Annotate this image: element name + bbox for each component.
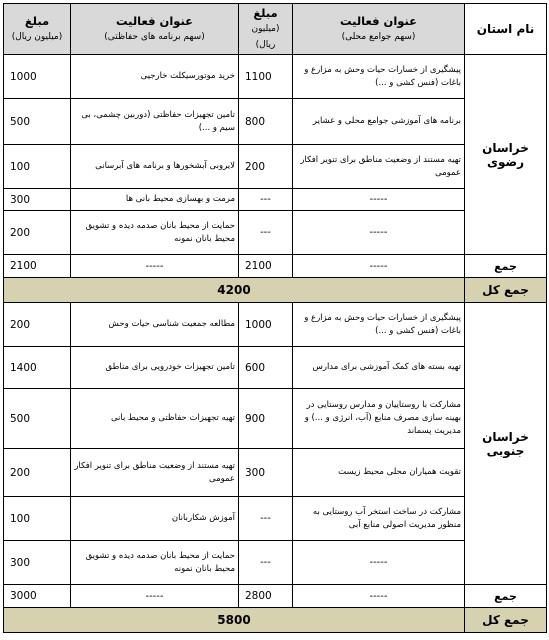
protect-amount-cell: 200 (4, 303, 71, 347)
header-amount-local-sub: (میلیون ریال) (251, 24, 280, 50)
budget-table-sheet (3, 3, 546, 637)
header-activity-protect (71, 4, 239, 55)
sum-protect-activity: ----- (71, 585, 239, 608)
local-amount-cell: 300 (239, 449, 293, 497)
header-activity-protect-sub: (سهم برنامه های حفاظتی) (104, 32, 205, 42)
protect-amount-cell: 100 (4, 497, 71, 541)
header-activity-local-title: عنوان فعالیت (339, 14, 418, 28)
total-label: جمع کل (465, 608, 547, 633)
protect-amount-cell: 300 (4, 189, 71, 211)
header-amount-local (239, 4, 293, 55)
sum-protect-activity: ----- (71, 255, 239, 278)
protect-amount-cell: 1400 (4, 347, 71, 389)
protect-activity-cell: آموزش شکاربانان (71, 497, 239, 541)
local-activity-cell: پیشگیری از خسارات حیات وحش به مزارع و باغات (فنس کشی و ...) (293, 55, 465, 99)
local-activity-cell: تقویت همیاران محلی محیط زیست (293, 449, 465, 497)
protect-amount-cell: 500 (4, 389, 71, 449)
header-amount-protect-title: مبلغ (24, 14, 50, 28)
total-value: 4200 (4, 278, 465, 303)
local-amount-cell: 200 (239, 145, 293, 189)
local-activity-cell: تهیه بسته های کمک آموزشی برای مدارس (293, 347, 465, 389)
local-activity-cell: برنامه های آموزشی جوامع محلی و عشایر (293, 99, 465, 145)
local-amount-cell: 900 (239, 389, 293, 449)
sum-row-jonubi (4, 585, 547, 608)
header-amount-protect (4, 4, 71, 55)
header-amount-protect-sub: (میلیون ریال) (11, 32, 63, 42)
total-label: جمع کل (465, 278, 547, 303)
protect-activity-cell: تامین تجهیزات خودرویی برای مناطق (71, 347, 239, 389)
protect-activity-cell: مرمت و بهسازی محیط بانی ها (71, 189, 239, 211)
local-activity-cell: ----- (293, 541, 465, 585)
header-row (4, 4, 547, 55)
total-row-jonubi (4, 608, 547, 633)
table-row (4, 55, 547, 99)
sum-local-activity: ----- (293, 585, 465, 608)
total-value: 5800 (4, 608, 465, 633)
sum-local-amount: 2800 (239, 585, 293, 608)
local-amount-cell: --- (239, 541, 293, 585)
protect-amount-cell: 200 (4, 449, 71, 497)
local-amount-cell: 600 (239, 347, 293, 389)
protect-amount-cell: 500 (4, 99, 71, 145)
protect-activity-cell: تهیه تجهیزات حفاظتی و محیط بانی (71, 389, 239, 449)
local-amount-cell: 1100 (239, 55, 293, 99)
header-province: نام استان (465, 4, 547, 55)
local-activity-cell: تهیه مستند از وضعیت مناطق برای تنویر افکار عمومی (293, 145, 465, 189)
local-activity-cell: ----- (293, 189, 465, 211)
sum-row-razavi (4, 255, 547, 278)
header-activity-protect-title: عنوان فعالیت (115, 14, 194, 28)
local-activity-cell: ----- (293, 211, 465, 255)
protect-activity-cell: حمایت از محیط بانان صدمه دیده و تشویق محیط بانان نمونه (71, 211, 239, 255)
local-amount-cell: 1000 (239, 303, 293, 347)
province-cell-razavi: خراسان رضوی (465, 55, 547, 255)
protect-activity-cell: لایروبی آبشخورها و برنامه های آبرسانی (71, 145, 239, 189)
protect-amount-cell: 200 (4, 211, 71, 255)
protect-activity-cell: حمایت از محیط بانان صدمه دیده و تشویق محیط بانان نمونه (71, 541, 239, 585)
sum-label: جمع (465, 585, 547, 608)
local-amount-cell: 800 (239, 99, 293, 145)
protect-amount-cell: 300 (4, 541, 71, 585)
sum-local-activity: ----- (293, 255, 465, 278)
sum-label: جمع (465, 255, 547, 278)
protect-activity-cell: مطالعه جمعیت شناسی حیات وحش (71, 303, 239, 347)
local-activity-cell: مشارکت با روستاییان و مدارس روستایی در بهینه سازی مصرف منابع (آب، انرژی و ...) و مدیریت پسماند (293, 389, 465, 449)
sum-protect-amount: 2100 (4, 255, 71, 278)
protect-amount-cell: 1000 (4, 55, 71, 99)
header-activity-local-sub: (سهم جوامع محلی) (341, 32, 416, 42)
protect-activity-cell: تهیه مستند از وضعیت مناطق برای تنویر افکار عمومی (71, 449, 239, 497)
local-amount-cell: --- (239, 189, 293, 211)
table-row (4, 303, 547, 347)
budget-table (3, 3, 547, 633)
sum-protect-amount: 3000 (4, 585, 71, 608)
total-row-razavi (4, 278, 547, 303)
sum-local-amount: 2100 (239, 255, 293, 278)
protect-activity-cell: خرید موتورسیکلت خارجیی (71, 55, 239, 99)
header-amount-local-title: مبلغ (253, 6, 278, 20)
local-activity-cell: پیشگیری از خسارات حیات وحش به مزارع و باغات (فنس کشی و ...) (293, 303, 465, 347)
local-amount-cell: --- (239, 211, 293, 255)
protect-activity-cell: تامین تجهیزات حفاظتی (دوربین چشمی، بی سیم و ...) (71, 99, 239, 145)
province-cell-jonubi: خراسان جنوبی (465, 303, 547, 585)
local-amount-cell: --- (239, 497, 293, 541)
protect-amount-cell: 100 (4, 145, 71, 189)
local-activity-cell: مشارکت در ساخت استخر آب روستایی به منظور مدیریت اصولی منابع آبی (293, 497, 465, 541)
header-activity-local (293, 4, 465, 55)
